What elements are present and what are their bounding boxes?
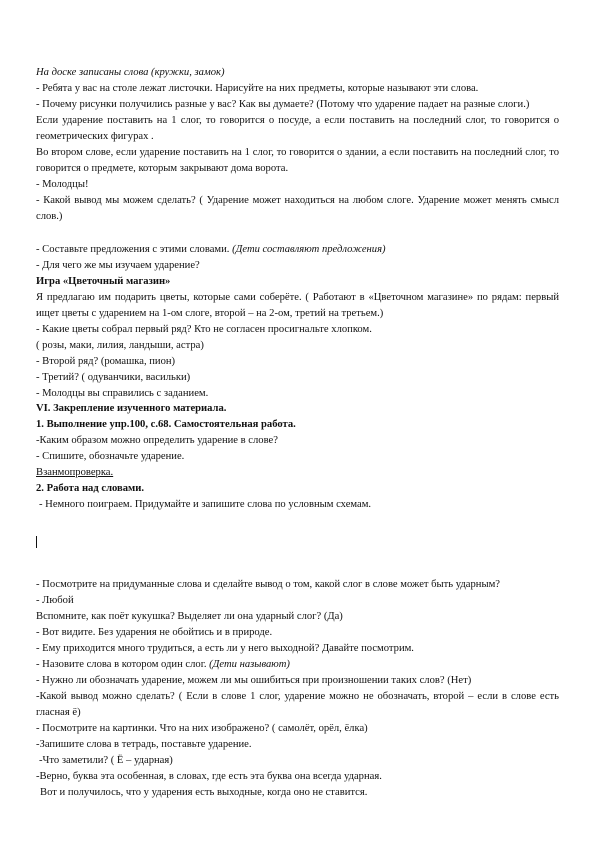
text-line: -Каким образом можно определить ударение в слове? <box>36 435 278 446</box>
text-fragment-italic: (Дети называют) <box>209 659 290 670</box>
text-line: - Для чего же мы изучаем ударение? <box>36 260 200 271</box>
text-line: - Какой вывод мы можем сделать? ( Ударение может находиться на любом слоге. Ударение может менять смысл слов.) <box>36 195 559 222</box>
lesson-section-conclusion <box>36 577 559 801</box>
text-line: Вспомните, как поёт кукушка? Выделяет ли она ударный слог? (Да) <box>36 611 343 622</box>
text-line <box>36 657 559 673</box>
text-line: - Спишите, обозначьте ударение. <box>36 451 185 462</box>
text-line: - Вот видите. Без ударения не обойтись и в природе. <box>36 627 273 638</box>
text-line: Если ударение поставить на 1 слог, то говорится о посуде, а если поставить на последний слог, то говорится о геометрических фигурах . <box>36 115 559 142</box>
text-line: - Молодцы! <box>36 179 89 190</box>
text-line: - Немного поиграем. Придумайте и запишите слова по условным схемам. <box>39 499 372 510</box>
section-heading: 1. Выполнение упр.100, с.68. Самостоятельная работа. <box>36 419 296 430</box>
section-heading: VI. Закрепление изученного материала. <box>36 403 227 414</box>
text-line: -Запишите слова в тетрадь, поставьте ударение. <box>36 739 252 750</box>
text-line: Вот и получилось, что у ударения есть выходные, когда оно не ставится. <box>40 787 368 798</box>
text-line-underlined: Взанмопроверка. <box>36 467 114 478</box>
text-line: - Второй ряд? (ромашка, пион) <box>36 356 176 367</box>
text-line: -Какой вывод можно сделать? ( Если в слове 1 слог, ударение можно не обозначать, второй – если в слове есть гласная ё) <box>36 691 559 718</box>
lesson-section-consolidation <box>36 401 559 513</box>
text-line <box>36 242 559 258</box>
lesson-section-intro <box>36 65 559 225</box>
text-fragment: - Составьте предложения с этими словами. <box>36 244 230 255</box>
text-fragment-italic: (Дети составляют предложения) <box>232 244 386 255</box>
text-line: - Почему рисунки получились разные у вас? Как вы думаете? (Потому что ударение падает на разные слоги.) <box>36 99 530 110</box>
text-line: ( розы, маки, лилия, ландыши, астра) <box>36 340 204 351</box>
text-line: - Нужно ли обозначать ударение, можем ли мы ошибиться при произношении таких слов? (Нет) <box>36 675 472 686</box>
text-line: - Молодцы вы справились с заданием. <box>36 388 209 399</box>
text-line: - Третий? ( одуванчики, васильки) <box>36 372 191 383</box>
text-cursor <box>36 536 37 548</box>
text-line: - Какие цветы собрал первый ряд? Кто не согласен просигнальте хлопком. <box>36 324 372 335</box>
text-line: На доске записаны слова (кружки, замок) <box>36 67 225 78</box>
section-heading: 2. Работа над словами. <box>36 483 145 494</box>
text-line: -Верно, буква эта особенная, в словах, где есть эта буква она всегда ударная. <box>36 771 382 782</box>
text-line: - Посмотрите на придуманные слова и сделайте вывод о том, какой слог в слове может быть ударным? <box>36 579 500 590</box>
text-line: -Что заметили? ( Ё – ударная) <box>39 755 173 766</box>
text-line: - Посмотрите на картинки. Что на них изображено? ( самолёт, орёл, ёлка) <box>36 723 368 734</box>
text-line: - Ему приходится много трудиться, а есть ли у него выходной? Давайте посмотрим. <box>36 643 414 654</box>
lesson-section-flower-game <box>36 242 559 402</box>
text-line: Я предлагаю им подарить цветы, которые сами соберёте. ( Работают в «Цветочном магазине» по рядам: первый ищет цветы с ударением на 1-ом слоге, второй – на 2-ом, третий на третьем.) <box>36 292 559 319</box>
text-line: Во втором слове, если ударение поставить на 1 слог, то говорится о здании, а если поставить на последний слог, то говорится о предмете, которым закрывают дома ворота. <box>36 147 559 174</box>
section-heading: Игра «Цветочный магазин» <box>36 276 171 287</box>
text-line: - Ребята у вас на столе лежат листочки. Нарисуйте на них предметы, которые называют эти слова. <box>36 83 479 94</box>
text-fragment: - Назовите слова в котором один слог. <box>36 659 207 670</box>
text-line: - Любой <box>36 595 74 606</box>
